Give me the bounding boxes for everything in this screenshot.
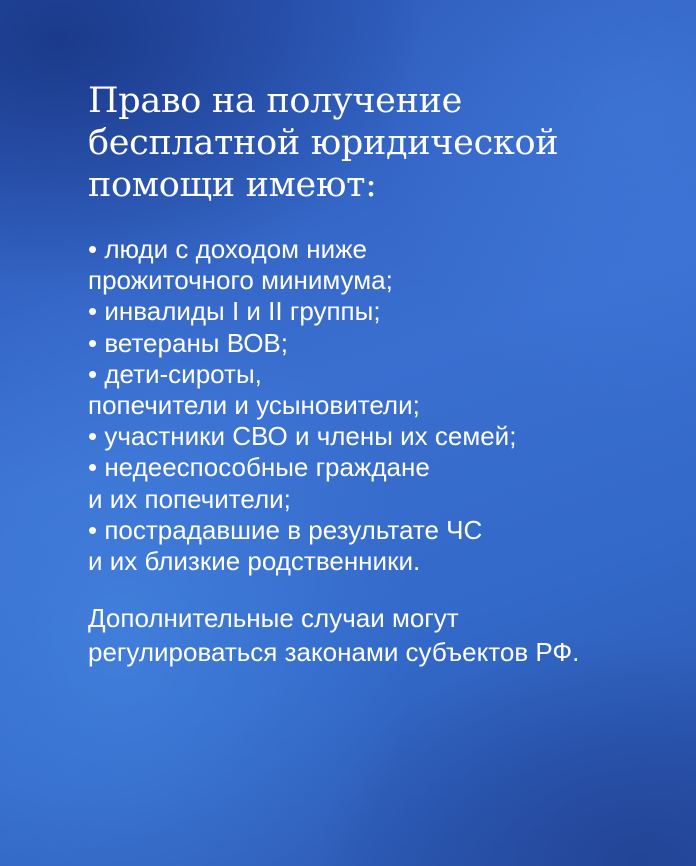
list-item-line: прожиточного минимума; (88, 265, 393, 296)
list-item-line: • пострадавшие в результате ЧС (88, 514, 483, 545)
list-item-line: и их близкие родственники. (88, 546, 421, 577)
list-item-line: • инвалиды I и II группы; (88, 296, 381, 327)
list-item-line: • недееспособные граждане (88, 452, 430, 483)
list-item-line: • ветераны ВОВ; (88, 327, 288, 358)
content-block (88, 80, 678, 669)
list-item (88, 421, 678, 452)
footnote-line: регулироваться законами субъектов РФ. (88, 637, 580, 668)
list-item (88, 452, 678, 514)
footnote (88, 601, 678, 669)
list-item (88, 328, 678, 359)
title-line: бесплатной юридической (88, 123, 559, 163)
list-item (88, 234, 678, 296)
page-title (88, 80, 678, 206)
list-item-line: • дети-сироты, (88, 358, 262, 389)
eligible-groups-list (88, 234, 678, 577)
list-item (88, 359, 678, 421)
list-item-line: и их попечители; (88, 483, 291, 514)
title-line: помощи имеют: (88, 165, 377, 205)
list-item-line: • люди с доходом ниже (88, 234, 367, 264)
footnote-line: Дополнительные случаи могут (88, 603, 459, 634)
title-line: Право на получение (88, 81, 463, 121)
list-item (88, 296, 678, 327)
list-item (88, 515, 678, 577)
list-item-line: попечители и усыновители; (88, 390, 420, 421)
list-item-line: • участники СВО и члены их семей; (88, 421, 517, 452)
